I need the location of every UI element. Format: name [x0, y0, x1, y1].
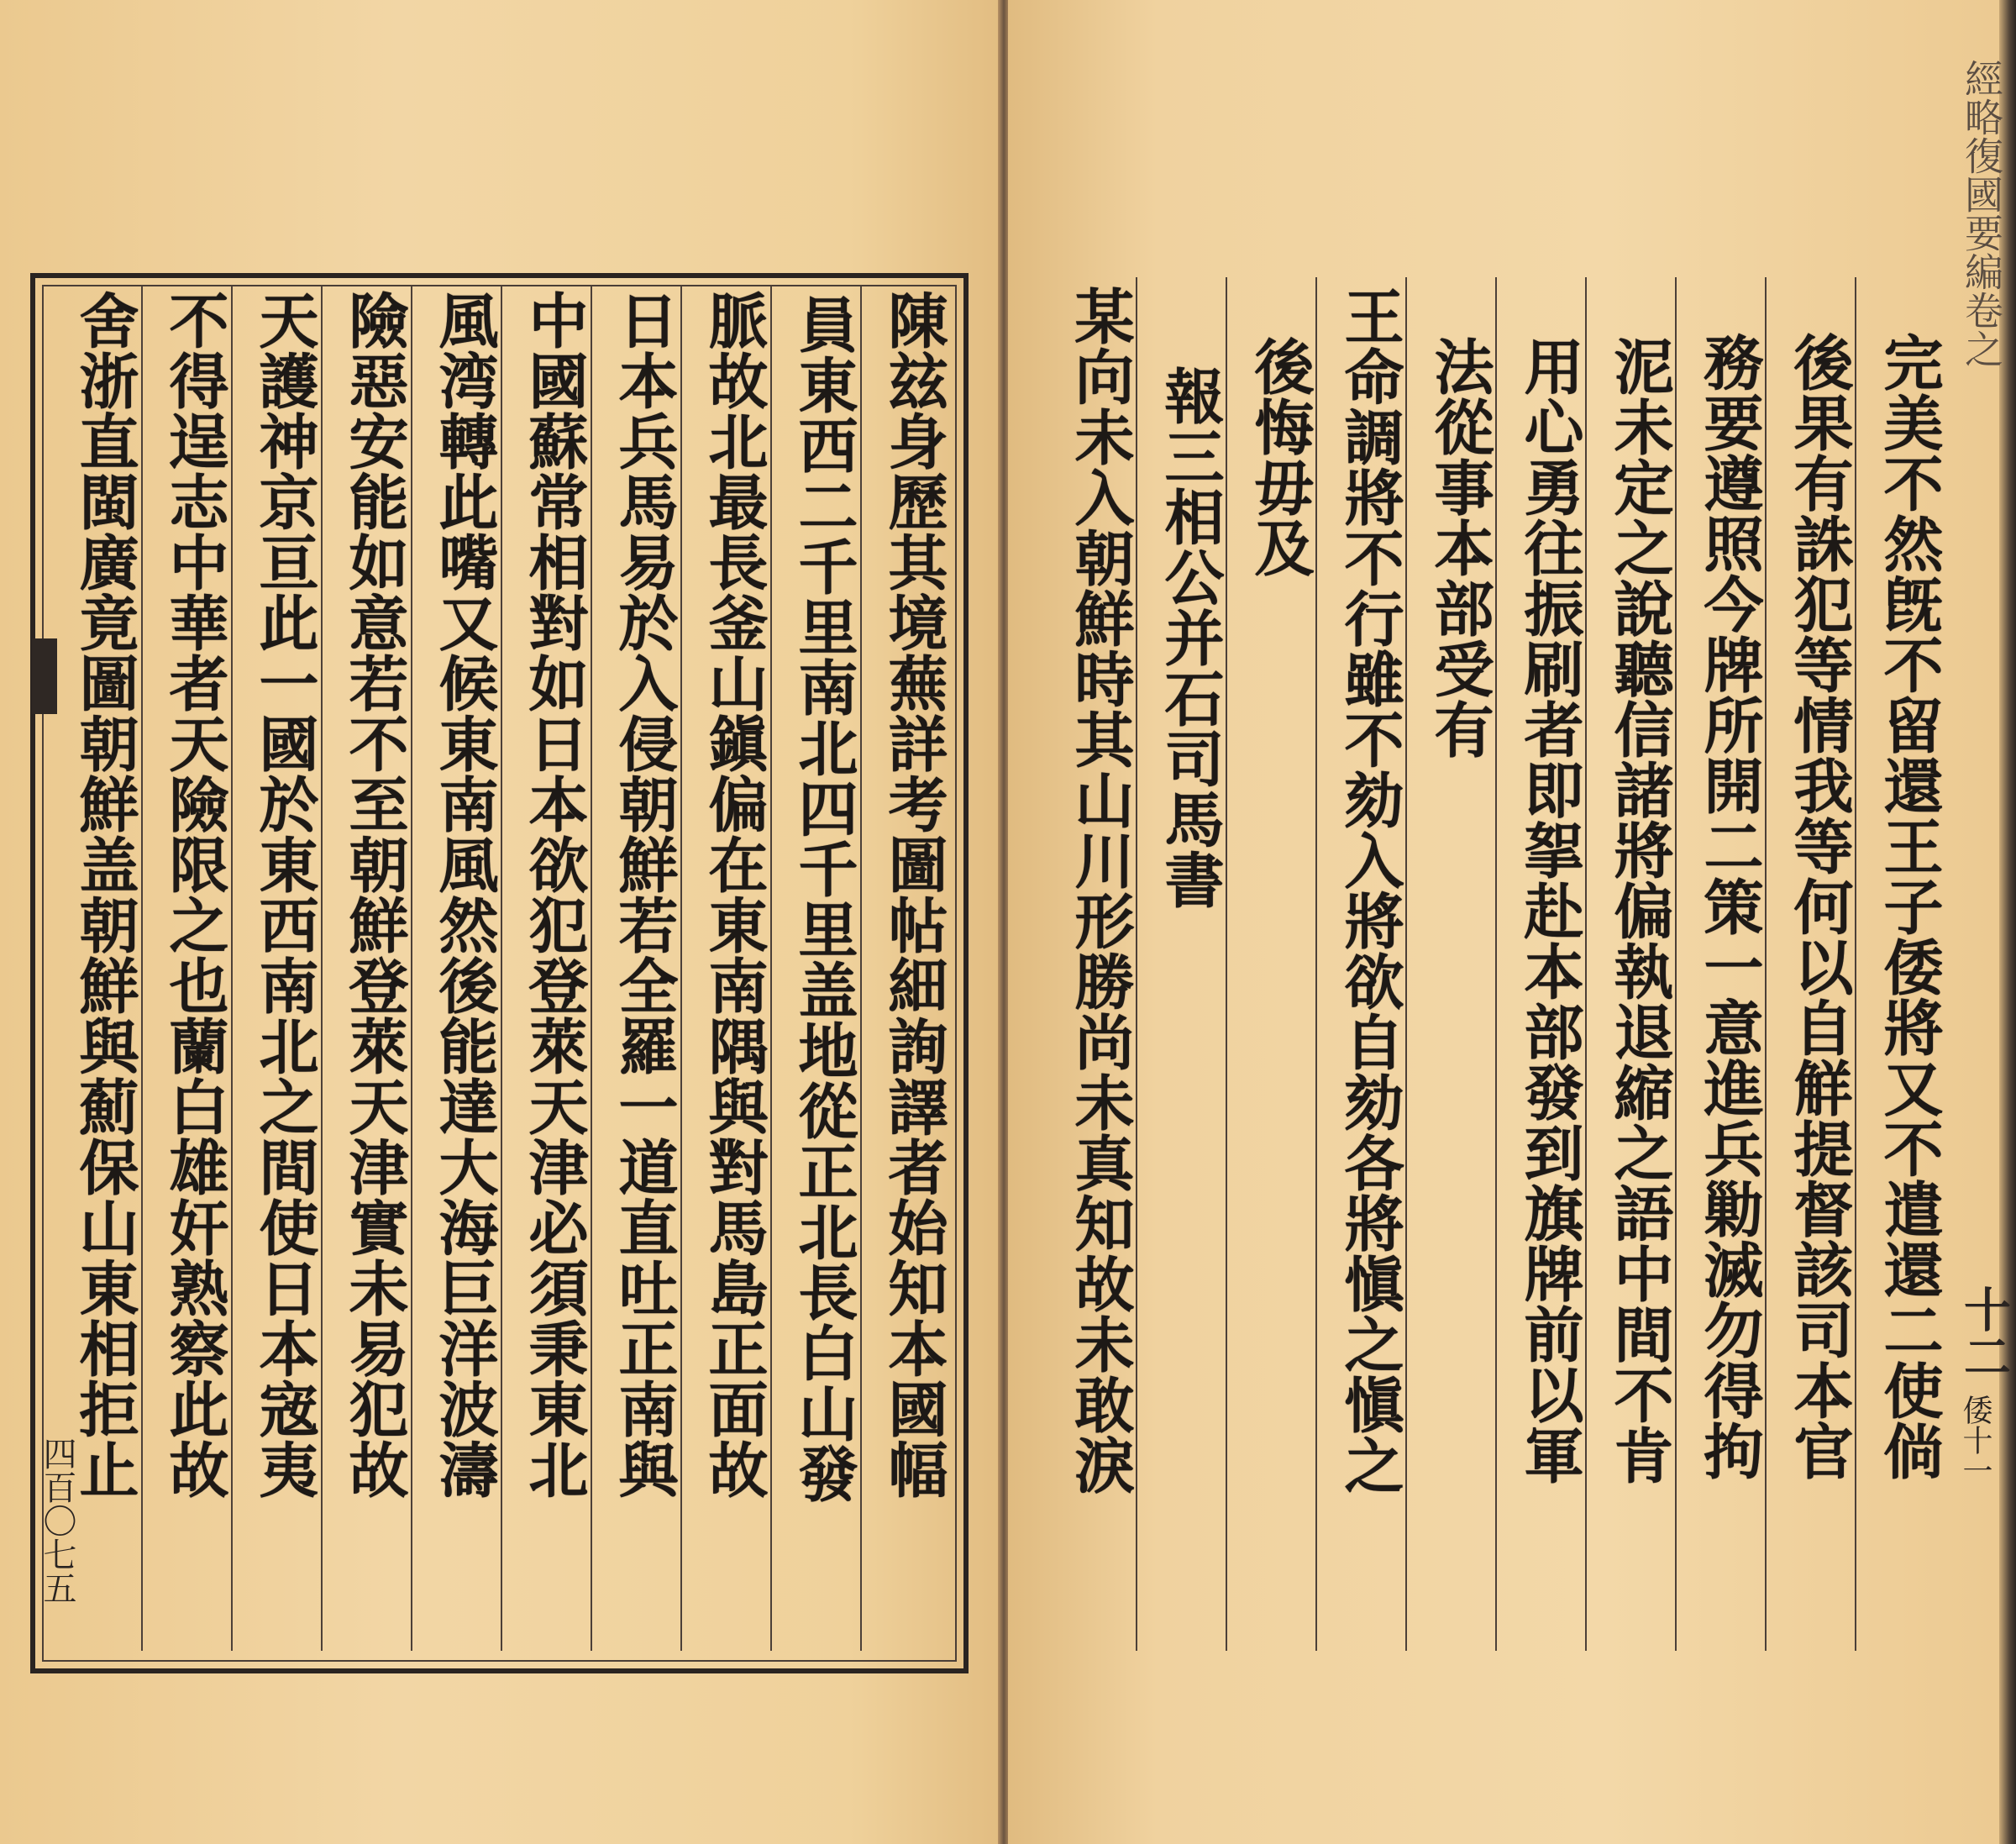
right-column-3: 務要遵照今牌所開二策一意進兵勦滅勿得拘 — [1694, 332, 1765, 1481]
right-column-2: 後果有誅犯等情我等何以自觧提督該司本官 — [1784, 332, 1855, 1481]
margin-book-title: 經略復國要編卷之 — [1959, 59, 2004, 368]
right-column-6: 法從事本部受有 — [1425, 336, 1495, 759]
right-column-8: 後悔毋及 — [1245, 336, 1315, 578]
left-column-5: 中國蘇常相對如日本欲犯登萊天津必須秉東北 — [519, 290, 590, 1500]
left-column-8: 天護神京亘此一國於東西南北之間使日本宼夷 — [249, 290, 320, 1500]
right-column-5: 用心勇往振刷者即挐赴本部發到旗牌前以軍 — [1515, 336, 1585, 1485]
left-column-7: 險惡安能如意若不至朝鮮登萊天津實未易犯故 — [339, 290, 410, 1500]
left-column-9: 不得逞志中華者天險限之也蘭白雄奸熟察此故 — [160, 290, 230, 1500]
right-column-9: 報三相公并石司馬書 — [1155, 365, 1226, 910]
left-column-6: 風湾轉此嘴又候東南風然後能達大海巨洋波濤 — [429, 290, 500, 1500]
left-column-2: 員東西二千里南北四千里盖地從正北長白山發 — [789, 294, 859, 1504]
left-column-1: 陳玆身歷其境蕪詳考圖帖細詢譯者始知本國幅 — [879, 290, 949, 1500]
right-column-4: 泥未定之說聽信諸將偏執退縮之語中間不肯 — [1604, 336, 1675, 1485]
fish-tail-mark — [32, 638, 57, 714]
left-column-10: 舍浙直閩廣竟圖朝鮮盖朝鮮與薊保山東相拒止 — [70, 290, 140, 1500]
left-column-3: 脈故北最長釜山鎭偏在東南隅與對馬島正面故 — [699, 290, 769, 1500]
left-column-4: 日本兵馬易於入侵朝鮮若全羅一道直吐正南與 — [609, 290, 680, 1500]
margin-folio-sub: 倭十一 — [1958, 1395, 1992, 1485]
margin-number: 四百〇七五 — [38, 1437, 76, 1605]
right-column-7: 王命調將不行雖不劾入將欲自劾各將愼之愼之 — [1335, 286, 1405, 1495]
right-column-10: 某向未入朝鮮時其山川形勝尚未真知故未敢淚 — [1065, 286, 1136, 1495]
right-column-1: 完美不然旣不留還王子倭將又不遣還二使倘 — [1874, 332, 1945, 1481]
margin-folio: 十二 — [1956, 1285, 2012, 1379]
